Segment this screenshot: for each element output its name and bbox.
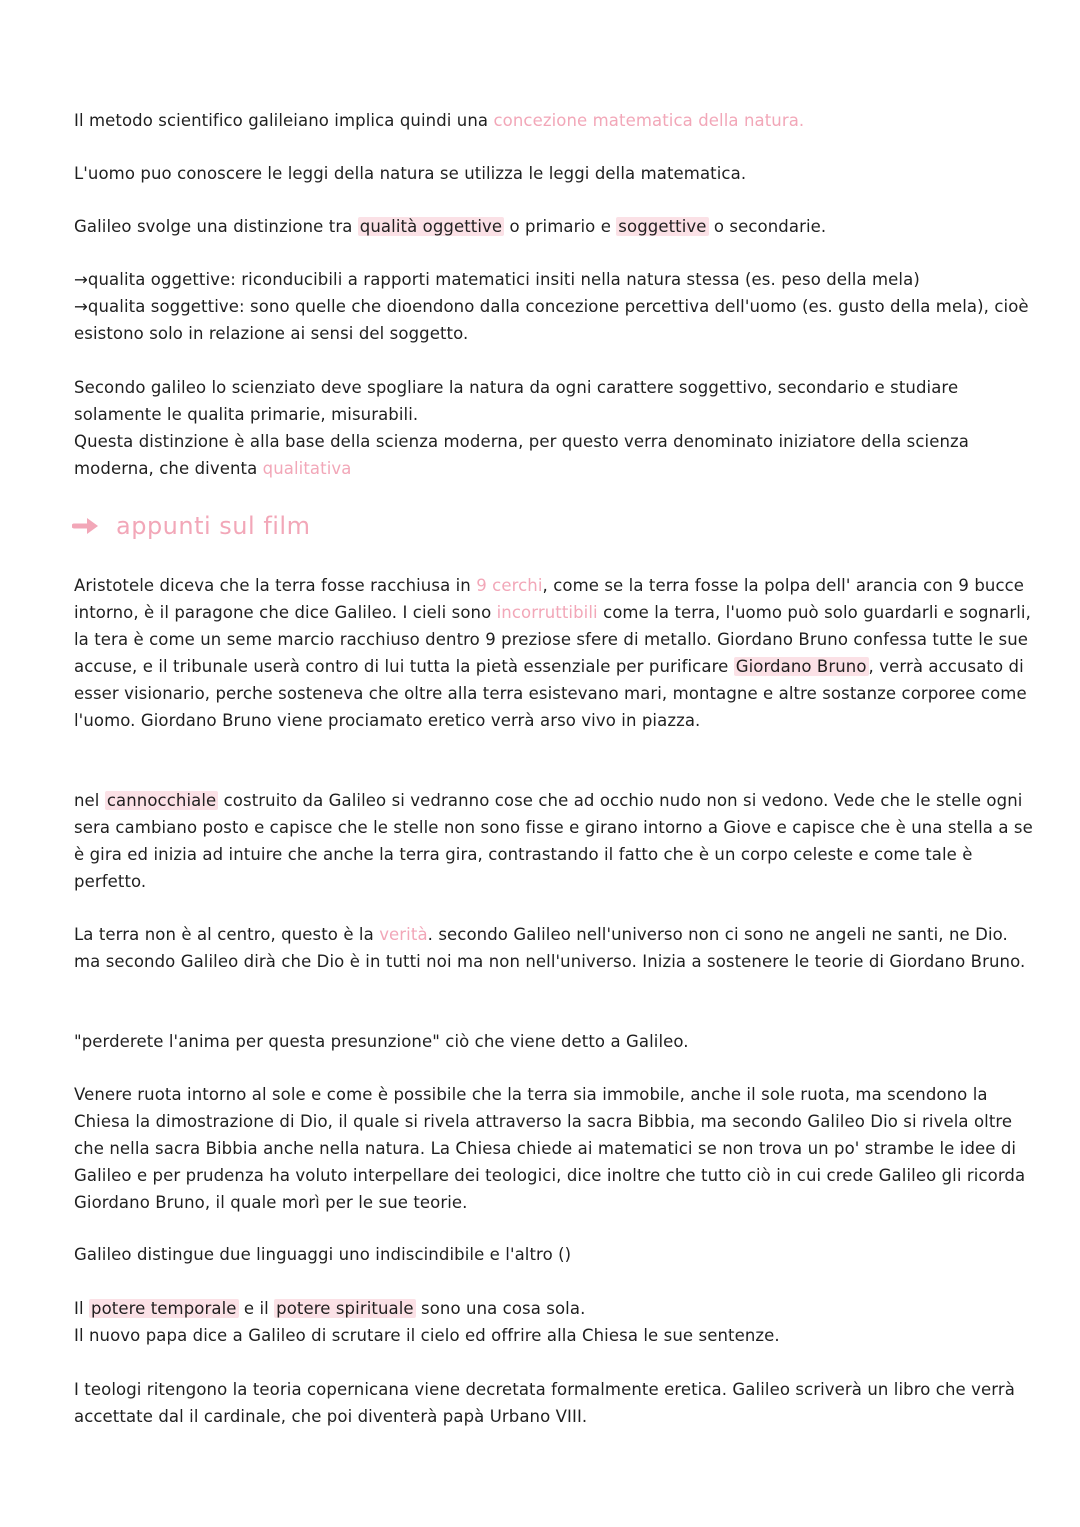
paragraph-languages [74,1241,1034,1268]
highlighted-term: cannocchiale [106,791,217,810]
highlight-text: concezione matematica della natura. [493,111,805,130]
text: I teologi ritengono la teoria copernicana viene decretata formalmente eretica. Galileo scriverà un libro che verrà accettate dal il cardinale, che poi diventerà papà Urbano VIII. [74,1380,1015,1426]
text: , verrà accusato di esser visionario, perche sosteneva che oltre alla terra esistevano mari, montagne e altre sostanze corporee come l'uomo. Giordano Bruno viene prociamato eretico verrà arso vivo in piazza. [74,657,1027,730]
highlight-text: 9 cerchi [476,576,543,595]
text: . secondo Galileo nell'universo non ci sono ne angeli ne santi, ne Dio. ma secondo Galileo dirà che Dio è in tutti noi ma non nell'universo. Inizia a sostenere le teorie di Giordano Bruno. [74,925,1026,971]
highlighted-term: potere temporale [91,1299,237,1318]
text: Venere ruota intorno al sole e come è possibile che la terra sia immobile, anche il sole ruota, ma scendono la Chiesa la dimostrazione di Dio, il quale si rivela attraverso la sacra Bibbia, ma secondo Galileo Dio si rivela oltre che nella sacra Bibbia anche nella natura. La Chiesa chiede ai matematici se non trova un po' strambe le idee di Galileo e per prudenza ha voluto interpellare dei teologici, dice inoltre che tutto ciò in cui crede Galileo gli ricorda Giordano Bruno, il quale morì per le sue teorie. [74,1085,1026,1212]
text: Questa distinzione è alla base della scienza moderna, per questo verra denominato iniziatore della scienza moderna, che diventa [74,432,970,478]
paragraph-venus [74,1081,1034,1216]
text: Galileo svolge una distinzione tra [74,217,358,236]
text: come la terra, l'uomo può solo guardarli e sognarli, la tera è come un seme marcio racchiuso dentro 9 preziose sfere di metallo. Giordano Bruno confessa tutte le sue accuse, e il tribunale userà contro di lui tutta la pietà essenziale per purificare [74,603,1031,676]
paragraph-scientist [74,374,1034,482]
paragraph-method [74,107,1034,134]
text: Il metodo scientifico galileiano implica quindi una [74,111,494,130]
list-item: →qualita soggettive: sono quelle che dioendono dalla concezione percettiva dell'uomo (es. gusto della mela), cioè esistono solo in relazione ai sensi del soggetto. [74,297,1029,343]
highlight-text: incorruttibili [496,603,598,622]
text: Il nuovo papa dice a Galileo di scrutare il cielo ed offrire alla Chiesa le sue sentenze. [74,1326,780,1345]
text: "perderete l'anima per questa presunzione" ciò che viene detto a Galileo. [74,1032,689,1051]
paragraph-power [74,1295,1034,1349]
text: Aristotele diceva che la terra fosse racchiusa in [74,576,477,595]
text: , come se la terra fosse la polpa dell' arancia con 9 bucce intorno, è il paragone che dice Galileo. I cieli sono [74,576,1025,622]
text: L'uomo puo conoscere le leggi della natura se utilizza le leggi della matematica. [74,164,747,183]
highlighted-term: soggettive [618,217,707,236]
text: sono una cosa sola. [415,1299,586,1318]
arrow-right-icon [72,515,102,537]
list-item: →qualita oggettive: riconducibili a rapporti matematici insiti nella natura stessa (es. peso della mela) [74,270,920,289]
heading-text: appunti sul film [116,512,311,540]
paragraph-telescope [74,787,1034,895]
highlighted-term: qualità oggettive [359,217,503,236]
paragraph-distinction [74,213,1034,240]
paragraph-truth [74,921,1034,975]
highlight-text: qualitativa [262,459,352,478]
text: costruito da Galileo si vedranno cose che ad occhio nudo non si vedono. Vede che le stelle ogni sera cambiano posto e capisce che le stelle non sono fisse e girano intorno a Giove e capisce che è una stella a se è gira ed inizia ad intuire che anche la terra gira, contrastando il fatto che è un corpo celeste e come tale è perfetto. [74,791,1033,891]
paragraph-qualities [74,266,1034,347]
highlighted-term: Giordano Bruno [735,657,867,676]
highlight-text: verità [379,925,428,944]
text: Galileo distingue due linguaggi uno indiscindibile e l'altro () [74,1245,572,1264]
paragraph-quote [74,1028,1034,1055]
paragraph-aristotle [74,572,1034,734]
text: o secondarie. [708,217,827,236]
section-heading [72,512,310,540]
paragraph-theologians [74,1376,1034,1430]
text: Il [74,1299,89,1318]
text: e il [238,1299,275,1318]
text: Secondo galileo lo scienziato deve spogliare la natura da ogni carattere soggettivo, secondario e studiare solamente le qualita primarie, misurabili. [74,378,959,424]
text: o primario e [504,217,617,236]
paragraph-laws [74,160,1034,187]
text: La terra non è al centro, questo è la [74,925,380,944]
text: nel [74,791,105,810]
highlighted-term: potere spirituale [276,1299,414,1318]
